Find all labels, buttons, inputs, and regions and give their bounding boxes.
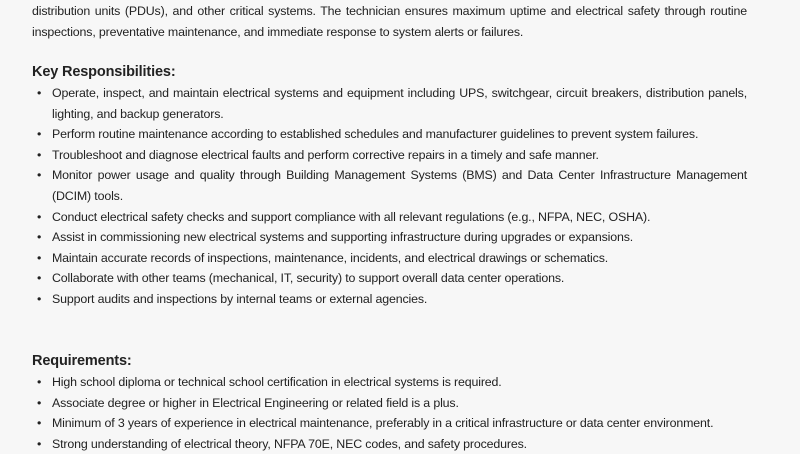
list-item: • Troubleshoot and diagnose electrical faults and perform corrective repairs in a timely and safe manner. [32,145,747,166]
bullet-icon: • [37,209,42,224]
bullet-icon: • [37,291,42,306]
bullet-icon: • [37,416,42,431]
bullet-icon: • [37,250,42,265]
list-item: • Monitor power usage and quality through Building Management Systems (BMS) and Data Center Infrastructure Management (DCIM) tools. [32,165,747,206]
bullet-icon: • [37,375,42,389]
list-item: • Support audits and inspections by internal teams or external agencies. [32,289,747,310]
list-item: • Maintain accurate records of inspections, maintenance, incidents, and electrical drawings or schematics. [32,248,747,269]
requirements-list [32,372,747,454]
list-item: • Associate degree or higher in Electrical Engineering or related field is a plus. [32,393,747,414]
responsibilities-heading: Key Responsibilities: [32,64,176,80]
bullet-icon: • [37,395,42,410]
list-item: • Minimum of 3 years of experience in electrical maintenance, preferably in a critical infrastructure or data center environment. [32,413,747,434]
list-item: • Perform routine maintenance according to established schedules and manufacturer guidelines to prevent system failures. [32,124,747,145]
bullet-icon: • [37,147,42,162]
responsibilities-list [32,83,747,310]
bullet-icon: • [37,271,42,286]
bullet-icon: • [37,230,42,245]
requirements-heading: Requirements: [32,353,132,369]
list-item: • Assist in commissioning new electrical systems and supporting infrastructure during upgrades or expansions. [32,227,747,248]
list-item: • Collaborate with other teams (mechanical, IT, security) to support overall data center operations. [32,268,747,289]
list-item: • Operate, inspect, and maintain electrical systems and equipment including UPS, switchgear, circuit breakers, distribution panels, lighting, and backup generators. [32,83,747,124]
bullet-icon: • [37,86,42,100]
bullet-icon: • [37,168,42,183]
list-item: • Strong understanding of electrical theory, NFPA 70E, NEC codes, and safety procedures. [32,434,747,454]
bullet-icon: • [37,436,42,451]
list-item: • Conduct electrical safety checks and support compliance with all relevant regulations (e.g., NFPA, NEC, OSHA). [32,207,747,228]
intro-paragraph: distribution units (PDUs), and other critical systems. The technician ensures maximum uptime and electrical safety through routine inspections, preventative maintenance, and immediate response to system alerts or failures. [32,4,747,39]
list-item: • High school diploma or technical school certification in electrical systems is required. [32,372,747,393]
bullet-icon: • [37,127,42,142]
